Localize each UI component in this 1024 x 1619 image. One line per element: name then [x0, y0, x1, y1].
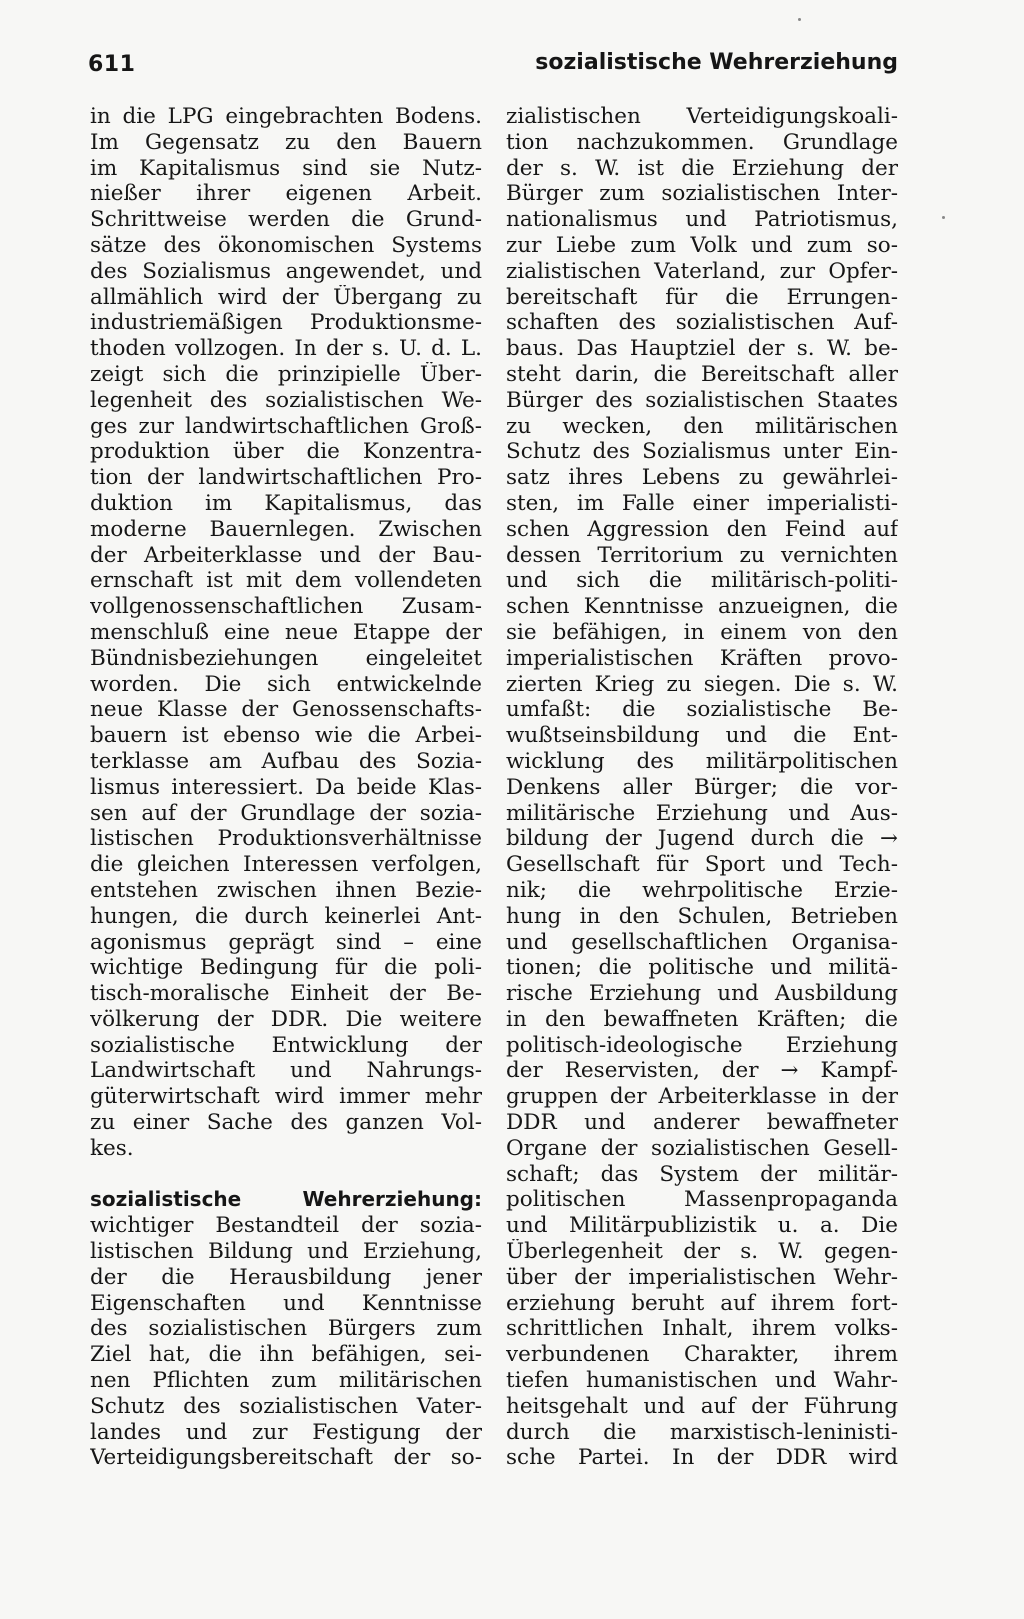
text-line: Schutz des Sozialismus unter Ein- — [506, 439, 898, 465]
text-line: sie befähigen, in einem von den — [506, 619, 898, 645]
text-line: satz ihres Lebens zu gewährlei- — [506, 465, 898, 491]
text-line: tion nachzukommen. Grundlage — [506, 129, 898, 155]
text-line: schrittlichen Inhalt, ihrem volks- — [506, 1316, 898, 1342]
text-line: zu wecken, den militärischen — [506, 413, 898, 439]
text-line: Schutz des sozialistischen Vater- — [90, 1393, 482, 1419]
text-line: güterwirtschaft wird immer mehr — [90, 1084, 482, 1110]
text-line: produktion über die Konzentra- — [90, 439, 482, 465]
text-line: politisch-ideologische Erziehung — [506, 1032, 898, 1058]
text-line: Ziel hat, die ihn befähigen, sei- — [90, 1342, 482, 1368]
text-line: Verteidigungsbereitschaft der so- — [90, 1445, 482, 1471]
text-line: wußtseinsbildung und die Ent- — [506, 723, 898, 749]
text-line: schen Kenntnisse anzueignen, die — [506, 594, 898, 620]
text-line: industriemäßigen Produktionsme- — [90, 310, 482, 336]
text-line: zierten Krieg zu siegen. Die s. W. — [506, 671, 898, 697]
text-line: sozialistische Entwicklung der — [90, 1032, 482, 1058]
text-line: wichtiger Bestandteil der sozia- — [90, 1213, 482, 1239]
text-line: duktion im Kapitalismus, das — [90, 490, 482, 516]
text-line: worden. Die sich entwickelnde — [90, 671, 482, 697]
text-line: heitsgehalt und auf der Führung — [506, 1393, 898, 1419]
text-line: kes. — [90, 1135, 134, 1161]
text-line: allmählich wird der Übergang zu — [90, 284, 482, 310]
text-line: in den bewaffneten Kräften; die — [506, 1006, 898, 1032]
text-line: landes und zur Festigung der — [90, 1419, 482, 1445]
text-line: Organe der sozialistischen Gesell- — [506, 1135, 898, 1161]
text-line: schaften des sozialistischen Auf- — [506, 310, 898, 336]
text-line: über der imperialistischen Wehr- — [506, 1264, 898, 1290]
text-line: schen Aggression den Feind auf — [506, 516, 898, 542]
text-line: zialistischen Vaterland, zur Opfer- — [506, 258, 898, 284]
text-line: umfaßt: die sozialistische Be- — [506, 697, 898, 723]
running-head: sozialistische Wehrerziehung — [535, 50, 898, 75]
text-line: der Arbeiterklasse und der Bau- — [90, 542, 482, 568]
text-line: bauern ist ebenso wie die Arbei- — [90, 723, 482, 749]
scan-speck — [798, 18, 801, 21]
text-line: schaft; das System der militär- — [506, 1161, 898, 1187]
text-line: nik; die wehrpolitische Erzie- — [506, 877, 898, 903]
text-line: listischen Bildung und Erziehung, — [90, 1239, 482, 1265]
text-line: verbundenen Charakter, ihrem — [506, 1342, 898, 1368]
text-line: zur Liebe zum Volk und zum so- — [506, 232, 898, 258]
text-line: im Kapitalismus sind sie Nutz- — [90, 155, 482, 181]
text-line: tiefen humanistischen und Wahr- — [506, 1368, 898, 1394]
text-line: steht darin, die Bereitschaft aller — [506, 361, 898, 387]
text-line: nationalismus und Patriotismus, — [506, 207, 898, 233]
text-line: durch die marxistisch-leninisti- — [506, 1419, 898, 1445]
text-line: Landwirtschaft und Nahrungs- — [90, 1058, 482, 1084]
text-line: politischen Massenpropaganda — [506, 1187, 898, 1213]
text-line: Im Gegensatz zu den Bauern — [90, 129, 482, 155]
text-line: rische Erziehung und Ausbildung — [506, 981, 898, 1007]
text-line: hungen, die durch keinerlei Ant- — [90, 903, 482, 929]
text-line: völkerung der DDR. Die weitere — [90, 1006, 482, 1032]
text-line: tionen; die politische und militä- — [506, 955, 898, 981]
text-line: nen Pflichten zum militärischen — [90, 1368, 482, 1394]
text-line: gruppen der Arbeiterklasse in der — [506, 1084, 898, 1110]
text-line: DDR und anderer bewaffneter — [506, 1110, 898, 1136]
text-line: der die Herausbildung jener — [90, 1264, 482, 1290]
text-line: der s. W. ist die Erziehung der — [506, 155, 898, 181]
text-line: baus. Das Hauptziel der s. W. be- — [506, 336, 898, 362]
text-line: moderne Bauernlegen. Zwischen — [90, 516, 482, 542]
text-line: bereitschaft für die Errungen- — [506, 284, 898, 310]
scan-speck — [942, 216, 945, 219]
text-line: sen auf der Grundlage der sozia- — [90, 800, 482, 826]
text-line: lismus interessiert. Da beide Klas- — [90, 774, 482, 800]
text-line: und sich die militärisch-politi- — [506, 568, 898, 594]
text-line: entstehen zwischen ihnen Bezie- — [90, 877, 482, 903]
text-line: tisch-moralische Einheit der Be- — [90, 981, 482, 1007]
text-line: wichtige Bedingung für die poli- — [90, 955, 482, 981]
paragraph-gap — [90, 1162, 482, 1188]
text-line: Überlegenheit der s. W. gegen- — [506, 1239, 898, 1265]
entry-heading: sozialistische Wehrerziehung: — [90, 1187, 482, 1212]
text-line: legenheit des sozialistischen We- — [90, 387, 482, 413]
text-line: zeigt sich die prinzipielle Über- — [90, 361, 482, 387]
text-line: Gesellschaft für Sport und Tech- — [506, 852, 898, 878]
text-line: imperialistischen Kräften provo- — [506, 645, 898, 671]
text-line: listischen Produktionsverhältnisse — [90, 826, 482, 852]
text-line: sätze des ökonomischen Systems — [90, 232, 482, 258]
right-column — [506, 104, 898, 1471]
text-line: und gesellschaftlichen Organisa- — [506, 929, 898, 955]
page-number: 611 — [88, 52, 136, 77]
text-line: Bündnisbeziehungen eingeleitet — [90, 645, 482, 671]
text-line: sche Partei. In der DDR wird — [506, 1445, 898, 1471]
text-line: vollgenossenschaftlichen Zusam- — [90, 594, 482, 620]
text-line: militärische Erziehung und Aus- — [506, 800, 898, 826]
text-line: wicklung des militärpolitischen — [506, 748, 898, 774]
text-line: erziehung beruht auf ihrem fort- — [506, 1290, 898, 1316]
text-line: des sozialistischen Bürgers zum — [90, 1316, 482, 1342]
text-line: zialistischen Verteidigungskoali- — [506, 104, 898, 129]
text-line: sten, im Falle einer imperialisti- — [506, 490, 898, 516]
text-line: hung in den Schulen, Betrieben — [506, 903, 898, 929]
left-column — [90, 104, 482, 1471]
text-line: ges zur landwirtschaftlichen Groß- — [90, 413, 482, 439]
text-line: terklasse am Aufbau des Sozia- — [90, 748, 482, 774]
text-line: Schrittweise werden die Grund- — [90, 207, 482, 233]
text-line: menschluß eine neue Etappe der — [90, 619, 482, 645]
text-line: bildung der Jugend durch die → — [506, 826, 898, 852]
text-line: dessen Territorium zu vernichten — [506, 542, 898, 568]
text-line: Eigenschaften und Kenntnisse — [90, 1290, 482, 1316]
text-line: der Reservisten, der → Kampf- — [506, 1058, 898, 1084]
text-line: Denkens aller Bürger; die vor- — [506, 774, 898, 800]
text-line: Bürger zum sozialistischen Inter- — [506, 181, 898, 207]
text-line: die gleichen Interessen verfolgen, — [90, 852, 482, 878]
text-line: des Sozialismus angewendet, und — [90, 258, 482, 284]
text-line: nießer ihrer eigenen Arbeit. — [90, 181, 482, 207]
text-line: in die LPG eingebrachten Bodens. — [90, 104, 482, 129]
text-line: agonismus geprägt sind – eine — [90, 929, 482, 955]
text-line: neue Klasse der Genossenschafts- — [90, 697, 482, 723]
text-line: und Militärpublizistik u. a. Die — [506, 1213, 898, 1239]
text-line: zu einer Sache des ganzen Vol- — [90, 1110, 482, 1136]
text-line: tion der landwirtschaftlichen Pro- — [90, 465, 482, 491]
text-line: thoden vollzogen. In der s. U. d. L. — [90, 336, 482, 362]
text-line: Bürger des sozialistischen Staates — [506, 387, 898, 413]
text-line: ernschaft ist mit dem vollendeten — [90, 568, 482, 594]
